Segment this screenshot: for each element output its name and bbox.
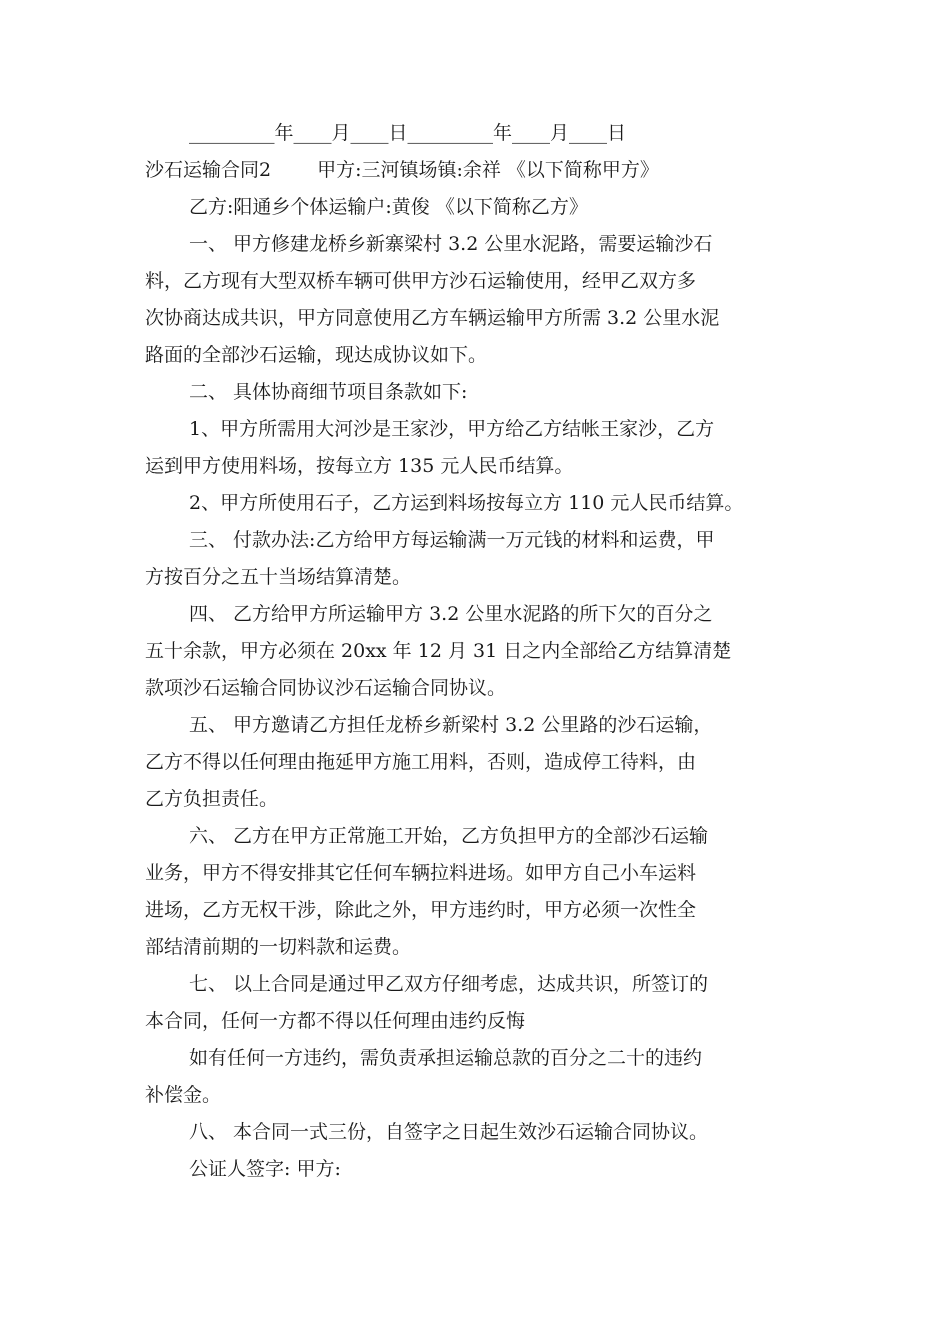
clause-5-line-1: 五、 甲方邀请乙方担任龙桥乡新梁村 3.2 公里路的沙石运输， bbox=[189, 714, 713, 736]
clause-4-line-1: 四、 乙方给甲方所运输甲方 3.2 公里水泥路的所下欠的百分之 bbox=[189, 603, 713, 625]
clause-5-line-3: 乙方负担责任。 bbox=[145, 788, 279, 810]
party-a: 甲方:三河镇场镇:余祥 《以下简称甲方》 bbox=[317, 159, 659, 181]
contract-body bbox=[145, 115, 810, 1188]
date-line: _________年____月____日_________年____月____日 bbox=[189, 122, 627, 144]
item-1-line-2: 运到甲方使用料场，按每立方 135 元人民币结算。 bbox=[145, 455, 574, 477]
clause-3-line-2: 方按百分之五十当场结算清楚。 bbox=[145, 566, 412, 588]
signature-line: 公证人签字: 甲方: bbox=[189, 1158, 341, 1180]
clause-1-line-3: 次协商达成共识，甲方同意使用乙方车辆运输甲方所需 3.2 公里水泥 bbox=[145, 307, 720, 329]
clause-4-line-3: 款项沙石运输合同协议沙石运输合同协议。 bbox=[145, 677, 507, 699]
party-b: 乙方:阳通乡个体运输户:黄俊 《以下简称乙方》 bbox=[189, 196, 588, 218]
clause-5-line-2: 乙方不得以任何理由拖延甲方施工用料，否则，造成停工待料，由 bbox=[145, 751, 697, 773]
item-2: 2、甲方所使用石子，乙方运到料场按每立方 110 元人民币结算。 bbox=[189, 492, 744, 514]
clause-2-heading: 二、 具体协商细节项目条款如下: bbox=[189, 381, 468, 403]
clause-7-line-2: 本合同，任何一方都不得以任何理由违约反悔 bbox=[145, 1010, 526, 1032]
clause-1-line-2: 料，乙方现有大型双桥车辆可供甲方沙石运输使用，经甲乙双方多 bbox=[145, 270, 697, 292]
clause-1-line-4: 路面的全部沙石运输，现达成协议如下。 bbox=[145, 344, 488, 366]
penalty-line-2: 补偿金。 bbox=[145, 1084, 222, 1106]
title-line bbox=[145, 152, 810, 189]
penalty-line-1: 如有任何一方违约，需负责承担运输总款的百分之二十的违约 bbox=[189, 1047, 703, 1069]
clause-3-line-1: 三、 付款办法:乙方给甲方每运输满一万元钱的材料和运费，甲 bbox=[189, 529, 715, 551]
clause-6-line-2: 业务，甲方不得安排其它任何车辆拉料进场。如甲方自己小车运料 bbox=[145, 862, 697, 884]
clause-6-line-3: 进场，乙方无权干涉，除此之外，甲方违约时，甲方必须一次性全 bbox=[145, 899, 697, 921]
clause-6-line-4: 部结清前期的一切料款和运费。 bbox=[145, 936, 412, 958]
contract-title: 沙石运输合同2 bbox=[145, 159, 272, 181]
clause-8: 八、 本合同一式三份，自签字之日起生效沙石运输合同协议。 bbox=[189, 1121, 709, 1143]
clause-6-line-1: 六、 乙方在甲方正常施工开始，乙方负担甲方的全部沙石运输 bbox=[189, 825, 709, 847]
clause-7-line-1: 七、 以上合同是通过甲乙双方仔细考虑，达成共识，所签订的 bbox=[189, 973, 709, 995]
item-1-line-1: 1、甲方所需用大河沙是王家沙，甲方给乙方结帐王家沙，乙方 bbox=[189, 418, 715, 440]
clause-4-line-2: 五十余款，甲方必须在 20xx 年 12 月 31 日之内全部给乙方结算清楚 bbox=[145, 640, 732, 662]
clause-1-line-1: 一、 甲方修建龙桥乡新寨梁村 3.2 公里水泥路，需要运输沙石 bbox=[189, 233, 713, 255]
